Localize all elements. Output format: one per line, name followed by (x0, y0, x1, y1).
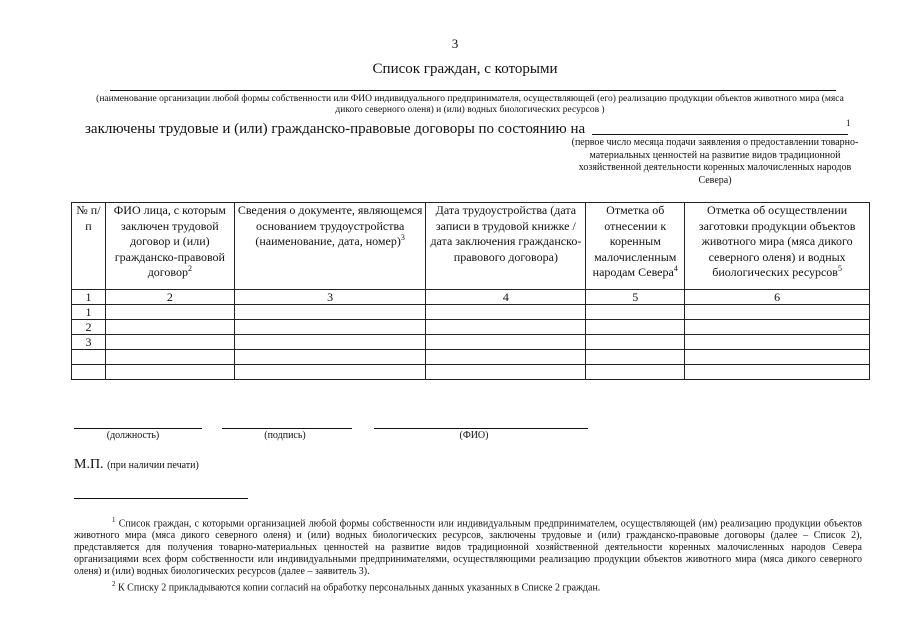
table-cell (234, 350, 426, 365)
table-cell (426, 320, 586, 335)
signature-line (222, 428, 352, 429)
stamp-note: (при наличии печати) (107, 460, 199, 471)
position-line (74, 428, 202, 429)
column-number: 1 (72, 290, 106, 305)
table-cell (426, 305, 586, 320)
footnote: $^2$ К Списку 2 прикладываются копии согласий на обработку персональных данных указанных в Списке 2 граждан. (112, 580, 601, 594)
table-cell (685, 305, 870, 320)
name-label: (ФИО) (459, 430, 489, 441)
table-cell (685, 350, 870, 365)
page-number: 3 (451, 36, 459, 51)
table-cell (234, 365, 426, 380)
table-cell (586, 305, 685, 320)
signature-label: (подпись) (264, 430, 306, 441)
row-number (72, 365, 106, 380)
footnote-separator (74, 498, 248, 499)
name-line (374, 428, 588, 429)
footnote: $^1$ Список граждан, с которыми организацией любой формы собственности или индивидуальным предпринимателем, осуществляющей (им) реализацию продукции объектов животного мира (мяса дикого северного оленя) и (или) водных биологических ресурсов, заключены трудовые и (или) гражданско-правовые договоры (далее – Список 2), представляется для получения товарно-материальных ценностей на развитие видов традиционной хозяйственной деятельности коренных малочисленных народов Севера организациями всех форм собственности или индивидуальными предпринимателями, осуществляющими реализацию продукции объектов животного мира (мяса дикого северного оленя) и (или) водных биологических ресурсов (далее – заявитель 3). (74, 516, 862, 578)
table-cell (685, 335, 870, 350)
organization-fill-line (110, 90, 836, 91)
table-cell (234, 305, 426, 320)
column-number: 3 (234, 290, 426, 305)
header-cell: Дата трудоустройства (дата записи в трудовой книжке / дата заключения гражданско-правового договора) (426, 203, 586, 290)
table-row (72, 305, 870, 320)
row-number: 3 (72, 335, 106, 350)
column-number: 4 (426, 290, 586, 305)
footnote-marker-1: 1 (846, 118, 851, 128)
table-cell (586, 335, 685, 350)
table-cell (234, 320, 426, 335)
row-number: 1 (72, 305, 106, 320)
column-number: 5 (586, 290, 685, 305)
table-cell (685, 365, 870, 380)
row-number: 2 (72, 320, 106, 335)
table-cell (105, 320, 234, 335)
table-cell (586, 365, 685, 380)
header-cell: Сведения о документе, являющемся основанием трудоустройства (наименование, дата, номер)$^3$ (234, 203, 426, 290)
stamp-label: М.П. (74, 457, 104, 472)
table-cell (426, 350, 586, 365)
table-row (72, 335, 870, 350)
contract-statement: заключены трудовые и (или) гражданско-правовые договоры по состоянию на (85, 121, 586, 137)
date-fill-line (592, 134, 848, 135)
column-number: 2 (105, 290, 234, 305)
table-header-row (72, 203, 870, 290)
header-cell: Отметка об осуществлении заготовки продукции объектов животного мира (мяса дикого северного оленя) и водных биологических ресурсов$^5$ (685, 203, 870, 290)
column-number: 6 (685, 290, 870, 305)
row-number (72, 350, 106, 365)
header-cell: ФИО лица, с которым заключен трудовой договор и (или) гражданско-правовой договор$^2$ (105, 203, 234, 290)
table-cell (426, 335, 586, 350)
table-cell (685, 320, 870, 335)
header-cell: № п/п (72, 203, 106, 290)
table-row (72, 320, 870, 335)
table-cell (105, 305, 234, 320)
table-cell (234, 335, 426, 350)
stamp-place (74, 457, 199, 473)
position-label: (должность) (106, 430, 160, 441)
column-number-row (72, 290, 870, 305)
date-note: (первое число месяца подачи заявления о предоставлении товарно-материальных ценностей на развитие видов традиционной хозяйственной деятельности коренных малочисленных народов Севера) (571, 137, 859, 186)
table-cell (586, 320, 685, 335)
table-cell (105, 350, 234, 365)
table-cell (105, 335, 234, 350)
table-cell (586, 350, 685, 365)
table-row (72, 365, 870, 380)
table-cell (426, 365, 586, 380)
table-row (72, 350, 870, 365)
table-cell (105, 365, 234, 380)
document-title: Список граждан, с которыми (372, 61, 558, 77)
citizens-table (71, 202, 870, 380)
header-cell: Отметка об отнесении к коренным малочисленным народам Севера$^4$ (586, 203, 685, 290)
organization-note: (наименование организации любой формы собственности или ФИО индивидуального предпринимателя, осуществляющей (его) реализацию продукции объектов животного мира (мяса дикого северного оленя) и (или) водных биологических ресурсов ) (96, 94, 844, 115)
footnotes (74, 514, 862, 595)
